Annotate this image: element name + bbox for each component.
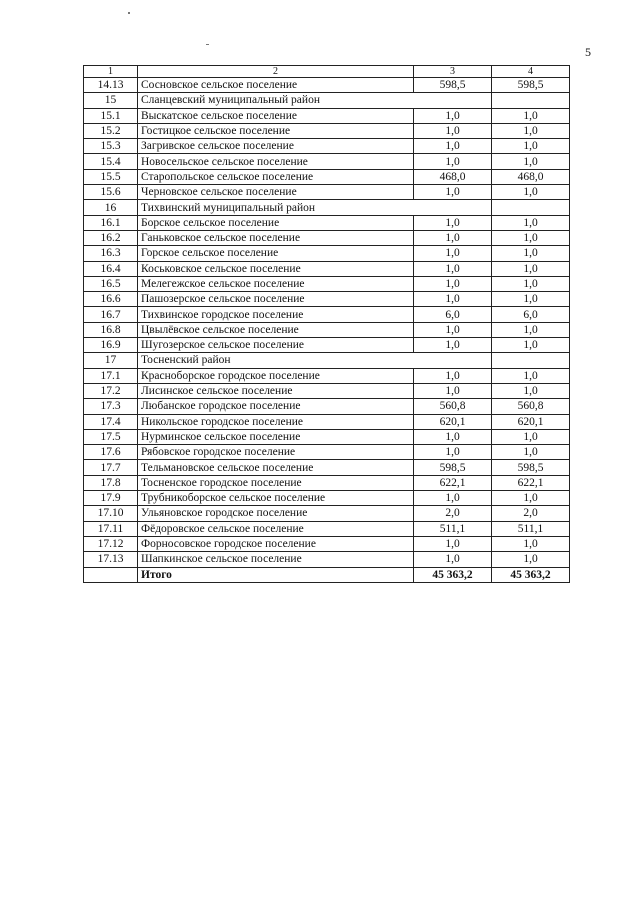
table-row [84, 338, 570, 353]
value-col4: 1,0 [492, 246, 570, 261]
value-col4: 511,1 [492, 521, 570, 536]
total-col3: 45 363,2 [414, 567, 492, 582]
value-col3: 620,1 [414, 414, 492, 429]
total-col4: 45 363,2 [492, 567, 570, 582]
table-row [84, 246, 570, 261]
value-col3: 6,0 [414, 307, 492, 322]
row-number: 17.9 [84, 491, 138, 506]
settlement-name: Ганьковское сельское поселение [138, 230, 414, 245]
settlement-name: Фёдоровское сельское поселение [138, 521, 414, 536]
value-col3: 1,0 [414, 292, 492, 307]
empty-cell [414, 200, 492, 215]
value-col3: 598,5 [414, 460, 492, 475]
table-row [84, 322, 570, 337]
row-number: 16.5 [84, 276, 138, 291]
settlement-name: Шапкинское сельское поселение [138, 552, 414, 567]
district-name: Сланцевский муниципальный район [138, 93, 414, 108]
settlement-name: Черновское сельское поселение [138, 185, 414, 200]
settlement-name: Форносовское городское поселение [138, 536, 414, 551]
settlement-name: Загривское сельское поселение [138, 139, 414, 154]
value-col4: 1,0 [492, 154, 570, 169]
row-number: 15.2 [84, 123, 138, 138]
row-number: 17.4 [84, 414, 138, 429]
value-col4: 1,0 [492, 185, 570, 200]
value-col3: 1,0 [414, 429, 492, 444]
table-row [84, 445, 570, 460]
row-number: 17 [84, 353, 138, 368]
table-row [84, 292, 570, 307]
row-number: 17.5 [84, 429, 138, 444]
row-number: 16 [84, 200, 138, 215]
value-col4: 1,0 [492, 338, 570, 353]
settlement-name: Старопольское сельское поселение [138, 169, 414, 184]
value-col4: 560,8 [492, 399, 570, 414]
value-col3: 1,0 [414, 230, 492, 245]
settlement-name: Красноборское городское поселение [138, 368, 414, 383]
value-col3: 1,0 [414, 491, 492, 506]
settlement-name: Тихвинское городское поселение [138, 307, 414, 322]
value-col3: 622,1 [414, 475, 492, 490]
empty-cell [414, 353, 492, 368]
settlement-name: Борское сельское поселение [138, 215, 414, 230]
value-col3: 1,0 [414, 368, 492, 383]
row-number: 17.3 [84, 399, 138, 414]
row-number: 17.10 [84, 506, 138, 521]
settlement-name: Пашозерское сельское поселение [138, 292, 414, 307]
table-row [84, 230, 570, 245]
table-row [84, 78, 570, 93]
value-col4: 1,0 [492, 445, 570, 460]
value-col4: 598,5 [492, 78, 570, 93]
row-number: 17.1 [84, 368, 138, 383]
column-number: 3 [414, 66, 492, 78]
value-col3: 1,0 [414, 123, 492, 138]
district-name: Тосненский район [138, 353, 414, 368]
scan-speck [206, 44, 209, 45]
value-col3: 1,0 [414, 154, 492, 169]
value-col3: 1,0 [414, 261, 492, 276]
total-number [84, 567, 138, 582]
table-row [84, 399, 570, 414]
value-col3: 1,0 [414, 108, 492, 123]
value-col4: 1,0 [492, 108, 570, 123]
total-label: Итого [138, 567, 414, 582]
value-col4: 1,0 [492, 536, 570, 551]
value-col4: 2,0 [492, 506, 570, 521]
empty-cell [492, 93, 570, 108]
value-col3: 1,0 [414, 246, 492, 261]
row-number: 16.8 [84, 322, 138, 337]
page-number: 5 [585, 45, 591, 59]
value-col3: 468,0 [414, 169, 492, 184]
settlement-name: Любанское городское поселение [138, 399, 414, 414]
row-number: 17.8 [84, 475, 138, 490]
table-row [84, 154, 570, 169]
table-row [84, 460, 570, 475]
value-col3: 1,0 [414, 338, 492, 353]
value-col4: 1,0 [492, 123, 570, 138]
value-col4: 6,0 [492, 307, 570, 322]
value-col4: 1,0 [492, 322, 570, 337]
row-number: 15.6 [84, 185, 138, 200]
value-col3: 511,1 [414, 521, 492, 536]
table-row [84, 276, 570, 291]
settlement-name: Тосненское городское поселение [138, 475, 414, 490]
table-row [84, 475, 570, 490]
value-col3: 1,0 [414, 552, 492, 567]
settlement-name: Коськовское сельское поселение [138, 261, 414, 276]
value-col3: 1,0 [414, 536, 492, 551]
table-row [84, 261, 570, 276]
table-row [84, 108, 570, 123]
settlement-name: Сосновское сельское поселение [138, 78, 414, 93]
value-col4: 1,0 [492, 491, 570, 506]
table-row [84, 521, 570, 536]
value-col3: 1,0 [414, 276, 492, 291]
settlement-name: Шугозерское сельское поселение [138, 338, 414, 353]
row-number: 15.3 [84, 139, 138, 154]
row-number: 16.3 [84, 246, 138, 261]
settlement-name: Никольское городское поселение [138, 414, 414, 429]
empty-cell [414, 93, 492, 108]
row-number: 17.11 [84, 521, 138, 536]
settlement-name: Цвылёвское сельское поселение [138, 322, 414, 337]
table-row [84, 383, 570, 398]
allocation-table [83, 65, 570, 583]
value-col4: 1,0 [492, 292, 570, 307]
district-name: Тихвинский муниципальный район [138, 200, 414, 215]
row-number: 17.13 [84, 552, 138, 567]
table-row [84, 368, 570, 383]
value-col3: 1,0 [414, 322, 492, 337]
row-number: 17.7 [84, 460, 138, 475]
table-row [84, 139, 570, 154]
row-number: 15 [84, 93, 138, 108]
value-col4: 1,0 [492, 368, 570, 383]
row-number: 15.5 [84, 169, 138, 184]
settlement-name: Гостицкое сельское поселение [138, 123, 414, 138]
row-number: 16.1 [84, 215, 138, 230]
column-number: 2 [138, 66, 414, 78]
row-number: 17.6 [84, 445, 138, 460]
settlement-name: Выскатское сельское поселение [138, 108, 414, 123]
value-col4: 1,0 [492, 261, 570, 276]
settlement-name: Ульяновское городское поселение [138, 506, 414, 521]
value-col4: 1,0 [492, 429, 570, 444]
row-number: 16.4 [84, 261, 138, 276]
table-row [84, 429, 570, 444]
value-col4: 468,0 [492, 169, 570, 184]
value-col3: 1,0 [414, 185, 492, 200]
value-col4: 622,1 [492, 475, 570, 490]
column-number: 4 [492, 66, 570, 78]
empty-cell [492, 353, 570, 368]
table-row [84, 185, 570, 200]
row-number: 16.2 [84, 230, 138, 245]
district-row [84, 353, 570, 368]
column-number-row [84, 66, 570, 78]
table-row [84, 215, 570, 230]
row-number: 17.12 [84, 536, 138, 551]
value-col3: 560,8 [414, 399, 492, 414]
row-number: 16.6 [84, 292, 138, 307]
table-row [84, 506, 570, 521]
table-row [84, 123, 570, 138]
table-row [84, 536, 570, 551]
empty-cell [492, 200, 570, 215]
value-col3: 598,5 [414, 78, 492, 93]
table-row [84, 552, 570, 567]
value-col4: 1,0 [492, 230, 570, 245]
row-number: 16.7 [84, 307, 138, 322]
scan-speck [128, 12, 130, 14]
value-col4: 1,0 [492, 215, 570, 230]
table-row [84, 414, 570, 429]
value-col3: 1,0 [414, 383, 492, 398]
district-row [84, 200, 570, 215]
settlement-name: Горское сельское поселение [138, 246, 414, 261]
column-number: 1 [84, 66, 138, 78]
row-number: 15.4 [84, 154, 138, 169]
total-row [84, 567, 570, 582]
row-number: 17.2 [84, 383, 138, 398]
table-row [84, 169, 570, 184]
value-col3: 1,0 [414, 215, 492, 230]
value-col4: 1,0 [492, 383, 570, 398]
settlement-name: Мелегежское сельское поселение [138, 276, 414, 291]
row-number: 16.9 [84, 338, 138, 353]
settlement-name: Тельмановское сельское поселение [138, 460, 414, 475]
settlement-name: Рябовское городское поселение [138, 445, 414, 460]
district-row [84, 93, 570, 108]
table-row [84, 491, 570, 506]
value-col3: 1,0 [414, 139, 492, 154]
row-number: 14.13 [84, 78, 138, 93]
value-col4: 1,0 [492, 139, 570, 154]
value-col3: 2,0 [414, 506, 492, 521]
settlement-name: Нурминское сельское поселение [138, 429, 414, 444]
settlement-name: Лисинское сельское поселение [138, 383, 414, 398]
settlement-name: Новосельское сельское поселение [138, 154, 414, 169]
value-col4: 620,1 [492, 414, 570, 429]
value-col3: 1,0 [414, 445, 492, 460]
value-col4: 1,0 [492, 552, 570, 567]
value-col4: 598,5 [492, 460, 570, 475]
table-row [84, 307, 570, 322]
settlement-name: Трубникоборское сельское поселение [138, 491, 414, 506]
row-number: 15.1 [84, 108, 138, 123]
value-col4: 1,0 [492, 276, 570, 291]
